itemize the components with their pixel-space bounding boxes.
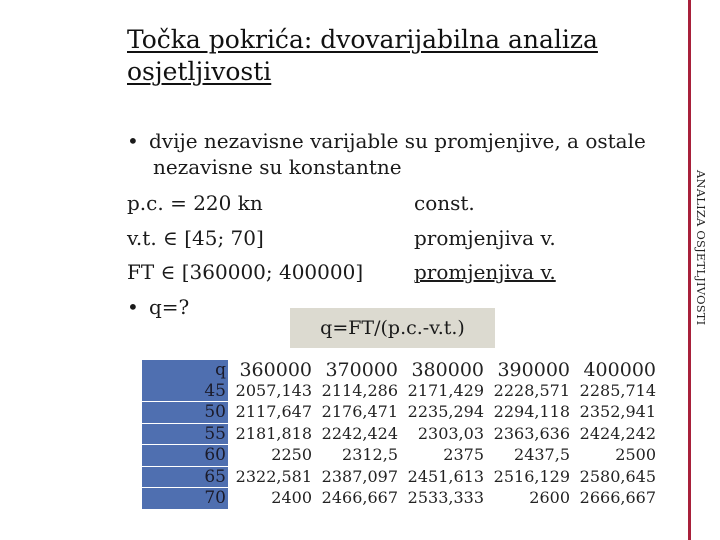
- column-header: 360000: [239, 359, 312, 381]
- table-cell: 2285,714: [579, 380, 656, 400]
- table-cell: 2242,424: [321, 423, 398, 443]
- row-header: 65: [142, 466, 228, 488]
- table-cell: 2387,097: [321, 466, 398, 486]
- row-header: 45: [142, 381, 228, 402]
- table-cell: 2303,03: [417, 423, 484, 443]
- table-cell: 2352,941: [579, 402, 656, 421]
- table-cell: 2235,294: [407, 402, 484, 421]
- table-cell: 2516,129: [493, 466, 570, 486]
- table-cell: 2437,5: [514, 445, 570, 464]
- table-cell: 2375: [443, 445, 484, 464]
- bullet-marker: •: [127, 295, 139, 319]
- table-cell: 2466,667: [321, 488, 398, 507]
- table-cell: 2114,286: [321, 380, 398, 400]
- row-header: 55: [142, 423, 228, 445]
- vt-status: promjenjiva v.: [414, 226, 556, 250]
- ft-status: promjenjiva v.: [414, 260, 556, 284]
- table-row: [142, 423, 658, 445]
- table-cell: 2400: [271, 488, 312, 507]
- table-cell: 2057,143: [235, 380, 312, 400]
- table-row: [142, 488, 658, 510]
- table-cell: 2181,818: [235, 423, 312, 443]
- formula-box: q=FT/(p.c.-v.t.): [290, 308, 495, 348]
- sensitivity-table: [142, 360, 658, 510]
- table-cell: 2424,242: [579, 423, 656, 443]
- column-header: 370000: [325, 359, 398, 381]
- column-header: 380000: [411, 359, 484, 381]
- column-header: 400000: [583, 359, 656, 381]
- bullet-1-text: dvije nezavisne varijable su promjenjive, a ostale: [149, 129, 646, 153]
- table-row: [142, 445, 658, 467]
- table-header-row: [142, 360, 658, 381]
- table-cell: 2312,5: [342, 445, 398, 464]
- table-row: [142, 402, 658, 424]
- bullet-marker: •: [127, 129, 139, 153]
- bullet-1-line-1: [127, 128, 646, 154]
- table-cell: 2294,118: [493, 402, 570, 421]
- row-header: 60: [142, 445, 228, 467]
- ft-label: FT ∈ [360000; 400000]: [127, 260, 364, 284]
- table-row: [142, 466, 658, 488]
- table-cell: 2171,429: [407, 380, 484, 400]
- left-margin-band: [0, 0, 108, 540]
- bullet-2-text: q=?: [149, 295, 190, 319]
- row-header: 50: [142, 402, 228, 424]
- pc-status: const.: [414, 191, 475, 215]
- side-section-label: ANALIZA OSJETLJIVOSTI: [694, 170, 708, 326]
- vt-label: v.t. ∈ [45; 70]: [127, 226, 264, 250]
- pc-label: p.c. = 220 kn: [127, 191, 263, 215]
- table-corner-cell: q: [142, 360, 228, 381]
- table-cell: 2600: [529, 488, 570, 507]
- table-cell: 2176,471: [321, 402, 398, 421]
- table-cell: 2250: [271, 445, 312, 464]
- table-cell: 2533,333: [407, 488, 484, 507]
- bullet-1-line-2: nezavisne su konstantne: [153, 155, 402, 179]
- table-cell: 2322,581: [235, 466, 312, 486]
- table-cell: 2228,571: [493, 380, 570, 400]
- table-cell: 2580,645: [579, 466, 656, 486]
- table-cell: 2451,613: [407, 466, 484, 486]
- table-cell: 2666,667: [579, 488, 656, 507]
- row-header: 70: [142, 488, 228, 510]
- table-cell: 2117,647: [235, 402, 312, 421]
- table-cell: 2363,636: [493, 423, 570, 443]
- bullet-2: [127, 294, 189, 320]
- column-header: 390000: [497, 359, 570, 381]
- table-cell: 2500: [615, 445, 656, 464]
- slide-title: Točka pokrića: dvovarijabilna analiza osjetljivosti: [127, 25, 598, 86]
- table-row: [142, 381, 658, 402]
